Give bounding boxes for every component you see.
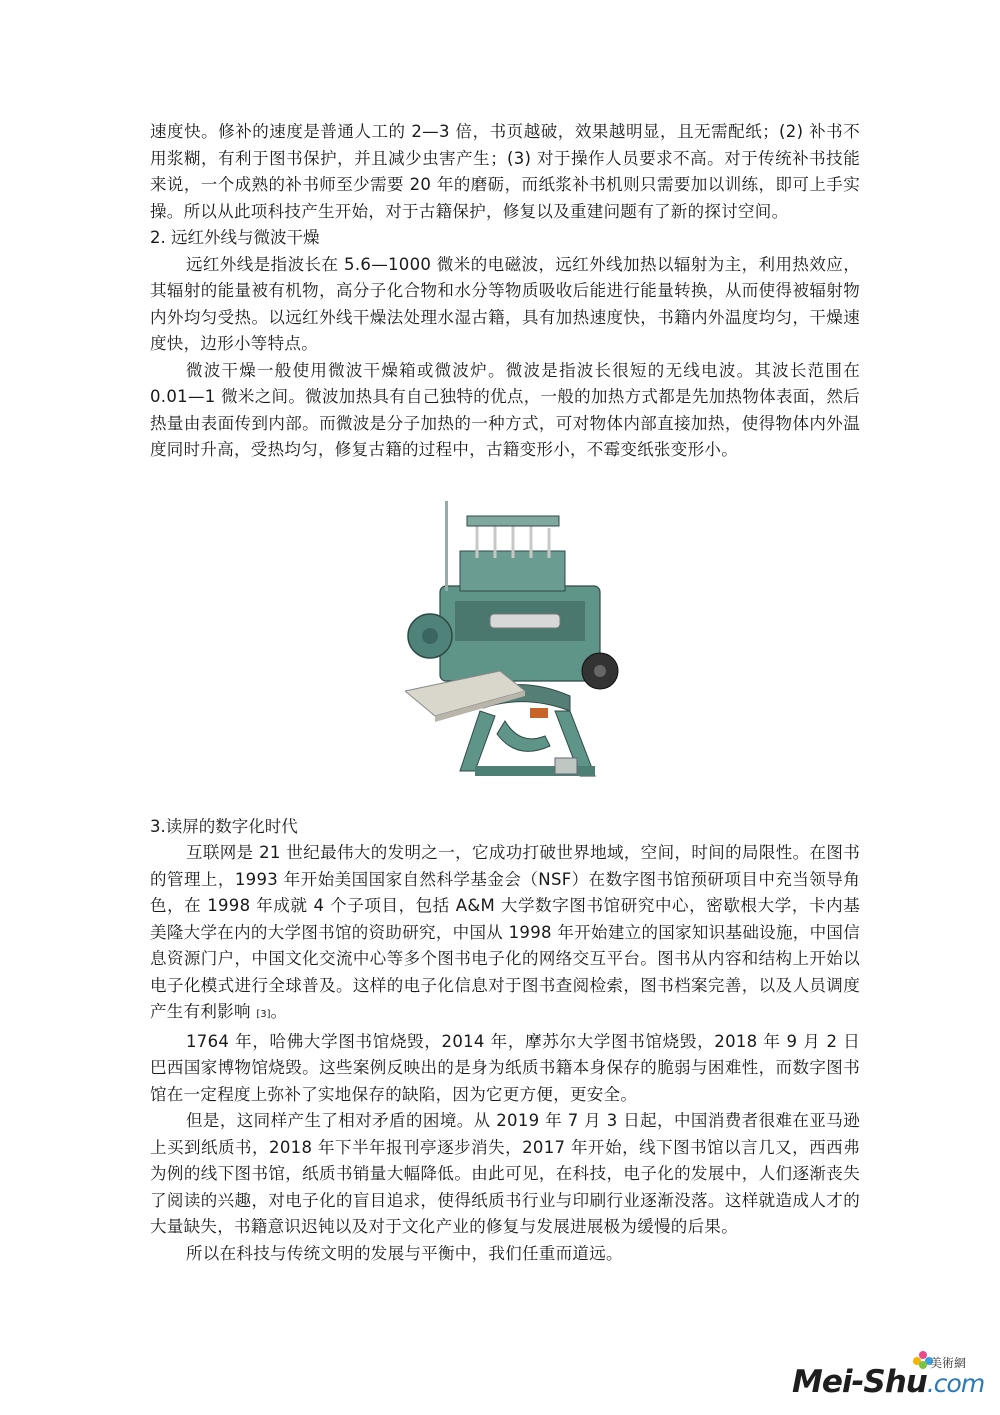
paragraph-internet-end: 。	[270, 1002, 288, 1021]
section-heading-2: 2. 远红外线与微波干燥	[150, 228, 320, 247]
paragraph-conclusion: 所以在科技与传统文明的发展与平衡中，我们任重而道远。	[186, 1243, 623, 1263]
paragraph-internet-text: 互联网是 21 世纪最伟大的发明之一，它成功打破世界地域，空间，时间的局限性。在图书的管理上，1993 年开始美国国家自然科学基金会（NSF）在数字图书馆预研项目中充当领导角色，在 1998 年成就 4 个子项目，包括 A&M 大学数字图书馆研究中心，密歇根大学，卡内基美隆大学在内的大学图书馆的资助研究，中国从 1998 年开始建立的国家知识基础设施，中国信息资源门户，中国文化交流中心等多个图书电子化的网络交互平台。图书从内容和结构上开始以电子化模式进行全球普及。这样的电子化信息对于图书查阅检索，图书档案完善，以及人员调度产生有利影响	[150, 843, 860, 1021]
figure-book-repair-machine	[150, 474, 860, 804]
paragraph-dilemma: 但是，这同样产生了相对矛盾的困境。从 2019 年 7 月 3 日起，中国消费者很难在亚马逊上买到纸质书，2018 年下半年报刊亭逐步消失，2017 年开始，线下图书馆以言几又，西西弗为例的线下图书馆，纸质书销量大幅降低。由此可见，在科技，电子化的发展中，人们逐渐丧失了阅读的兴趣，对电子化的盲目追求，使得纸质书行业与印刷行业逐渐没落。这样就造成人才的大量缺失，书籍意识迟钝以及对于文化产业的修复与发展进展极为缓慢的后果。	[150, 1111, 860, 1236]
watermark-logo	[792, 1356, 985, 1406]
paragraph-library-fires: 1764 年，哈佛大学图书馆烧毁，2014 年，摩苏尔大学图书馆烧毁，2018 年 9 月 2 日巴西国家博物馆烧毁。这些案例反映出的是身为纸质书籍本身保存的脆弱与困难性，而数字图书馆在一定程度上弥补了实地保存的缺陷，因为它更方便，更安全。	[150, 1031, 860, 1104]
watermark-chinese: 美術網	[930, 1356, 967, 1370]
article-body	[150, 119, 860, 1267]
book-repair-machine-image	[405, 496, 620, 796]
citation-ref: [3]	[256, 1009, 271, 1020]
watermark-dotcom: .com	[926, 1369, 985, 1398]
paragraph-continued: 速度快。修补的速度是普通人工的 2—3 倍，书页越破，效果越明显，且无需配纸；(2) 补书不用浆糊，有利于图书保护，并且减少虫害产生；(3) 对于操作人员要求不高。对于传统补书技能来说，一个成熟的补书师至少需要 20 年的磨砺，而纸浆补书机则只需要加以训练，即可上手实操。所以从此项科技产生开始，对于古籍保护，修复以及重建问题有了新的探讨空间。	[150, 122, 860, 221]
paragraph-infrared: 远红外线是指波长在 5.6—1000 微米的电磁波，远红外线加热以辐射为主，利用热效应，其辐射的能量被有机物，高分子化合物和水分等物质吸收后能进行能量转换，从而使得被辐射物内外均匀受热。以远红外线干燥法处理水湿古籍，具有加热速度快，书籍内外温度均匀，干燥速度快，边形小等特点。	[150, 254, 860, 353]
watermark-text	[792, 1364, 984, 1400]
section-heading-3: 3.读屏的数字化时代	[150, 816, 298, 836]
watermark-main: Mei-Shu	[792, 1364, 927, 1400]
paragraph-internet	[150, 840, 860, 1029]
paragraph-microwave: 微波干燥一般使用微波干燥箱或微波炉。微波是指波长很短的无线电波。其波长范围在 0.01—1 微米之间。微波加热具有自己独特的优点，一般的加热方式都是先加热物体表面，然后热量由表面传到内部。而微波是分子加热的一种方式，可对物体内部直接加热，使得物体内外温度同时升高，受热均匀，修复古籍的过程中，古籍变形小，不霉变纸张变形小。	[150, 360, 860, 459]
